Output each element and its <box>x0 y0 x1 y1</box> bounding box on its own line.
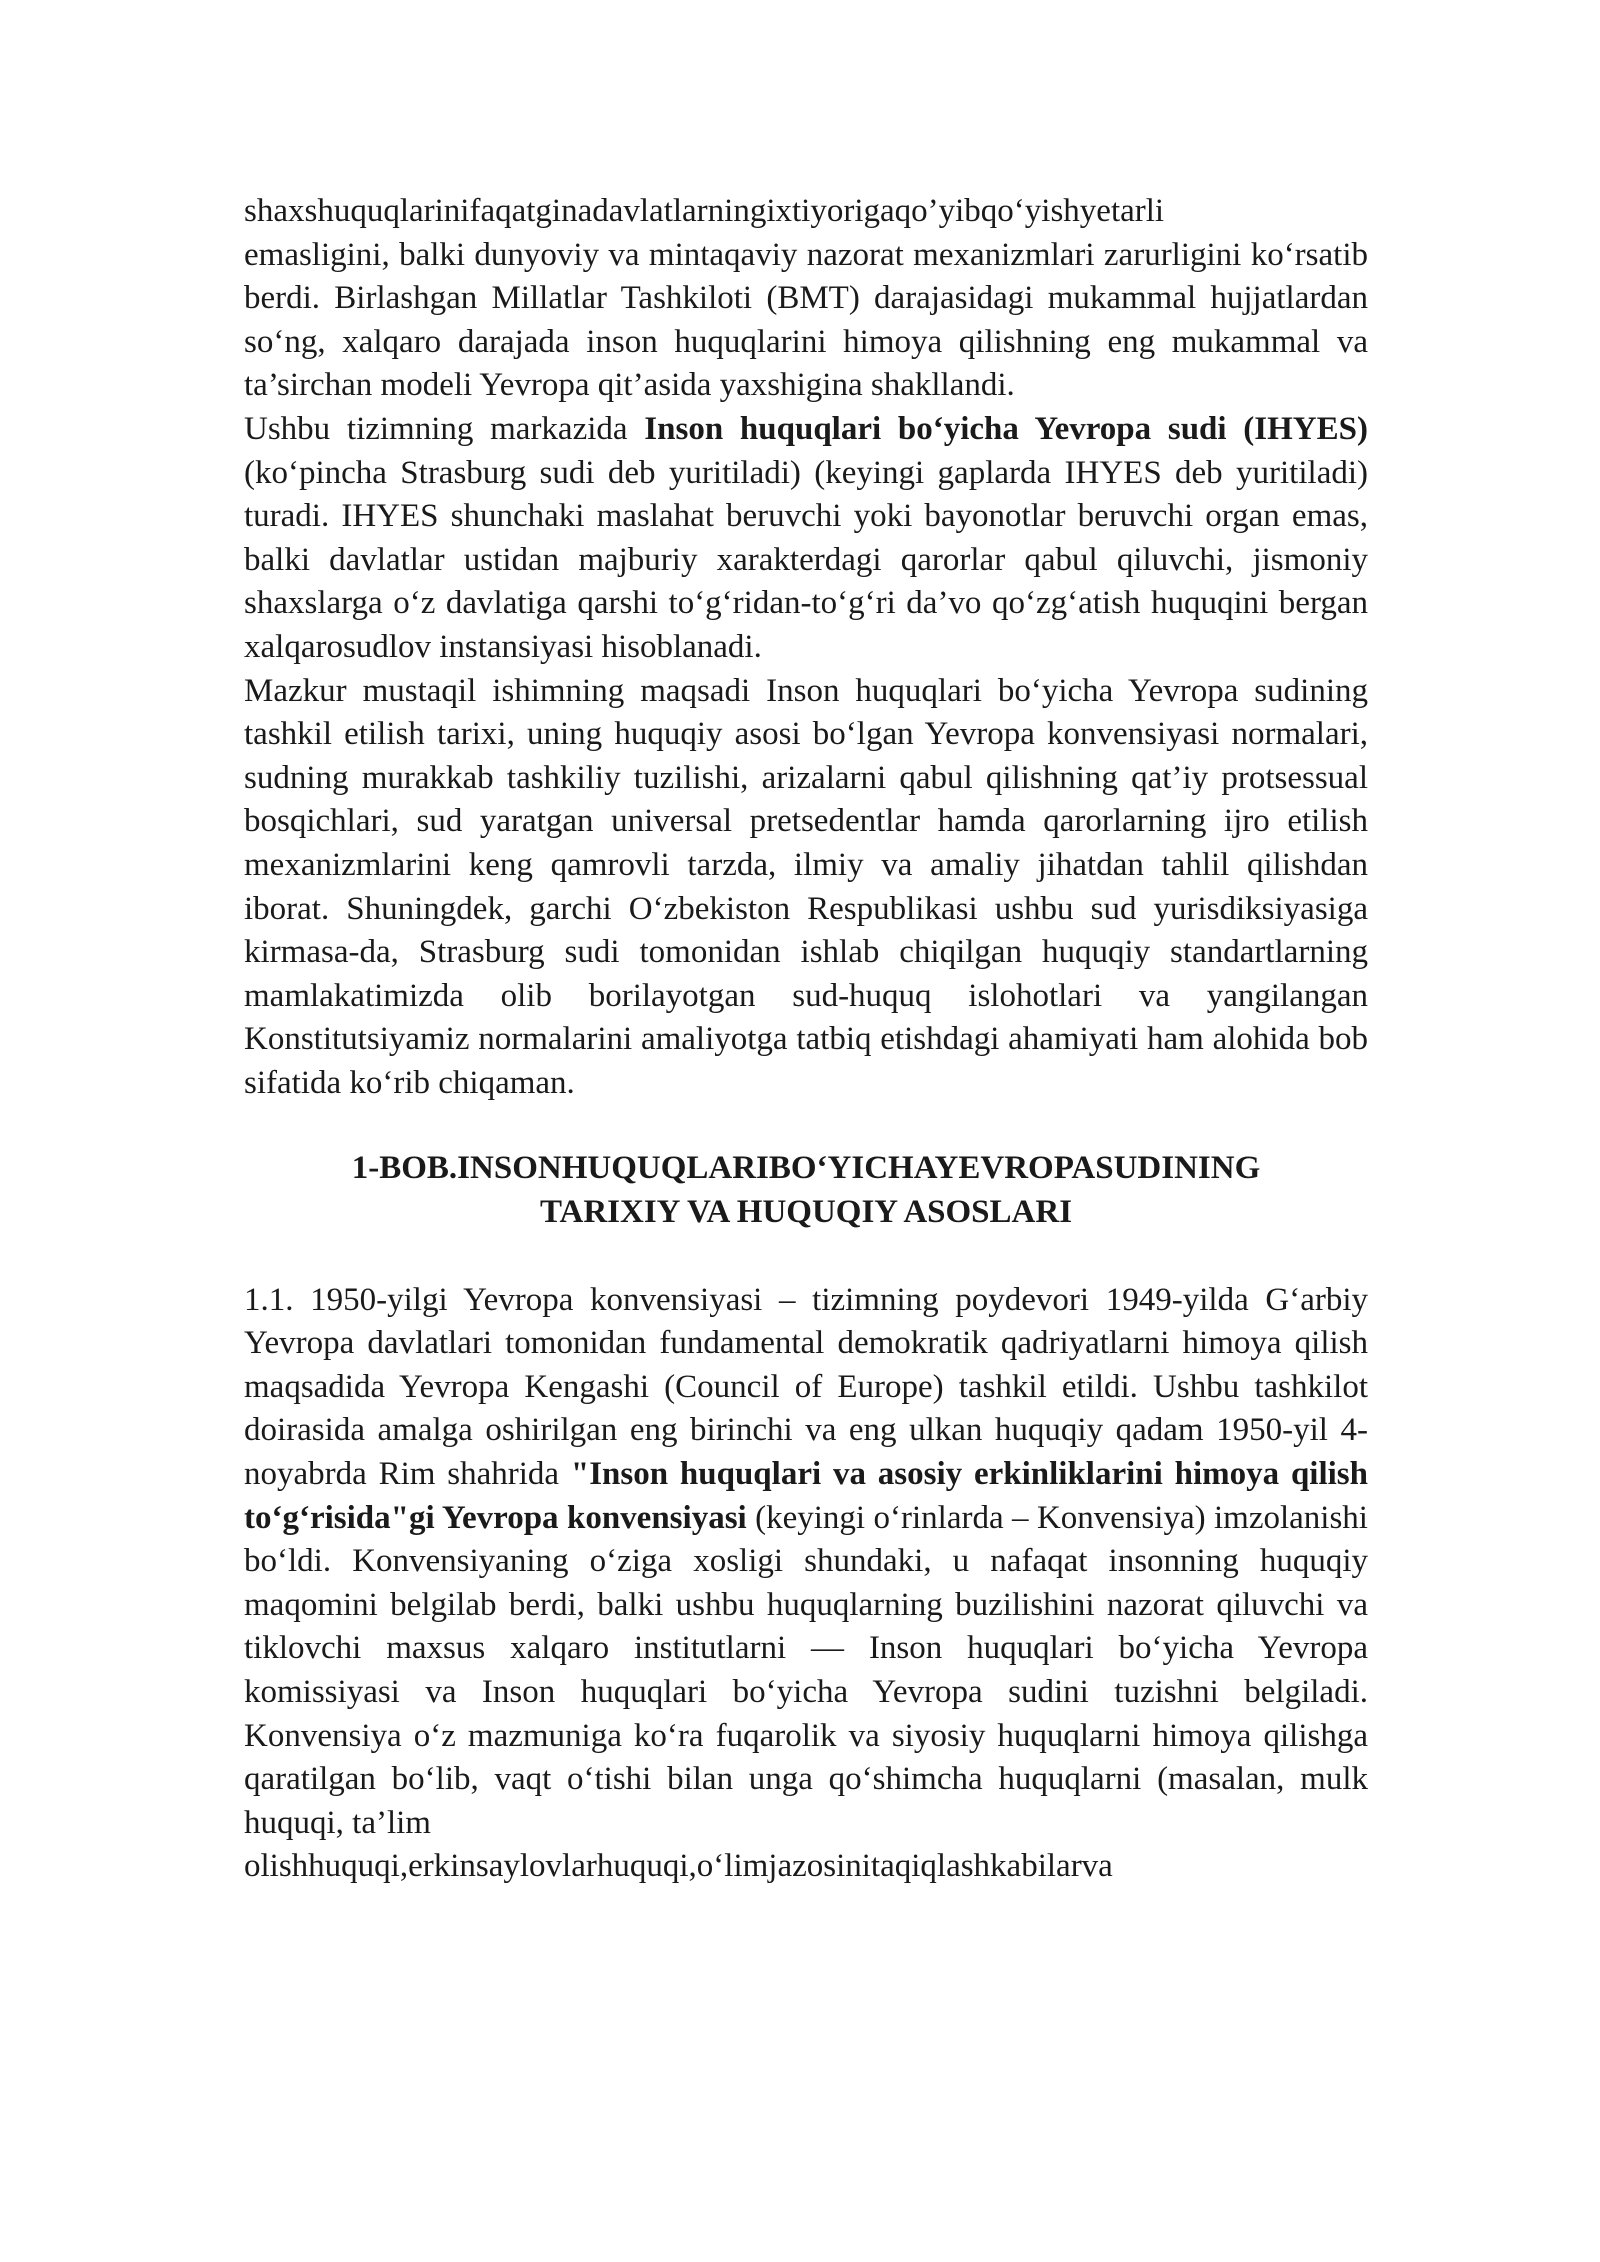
paragraph-purpose: Mazkur mustaqil ishimning maqsadi Inson huquqlari bo‘yicha Yevropa sudining tashkil etilish tarixi, uning huquqiy asosi bo‘lgan Yevropa konvensiyasi normalari, sudning murakkab tashkiliy tuzilishi, arizalarni qabul qilishning qat’iy protsessual bosqichlari, sud yaratgan universal pretsedentlar hamda qarorlarning ijro etilish mexanizmlarini keng qamrovli tarzda, ilmiy va amaliy jihatdan tahlil qilishdan iborat. Shuningdek, garchi O‘zbekiston Respublikasi ushbu sud yurisdiksiyasiga kirmasa-da, Strasburg sudi tomonidan ishlab chiqilgan huquqiy standartlarning mamlakatimizda olib borilayotgan sud-huquq islohotlari va yangilangan Konstitutsiyamiz normalarini amaliyotga tatbiq etishdagi ahamiyati ham alohida bob sifatida ko‘rib chiqaman. <box>244 672 1368 1101</box>
intro-first-line: shaxshuquqlarinifaqatginadavlatlarningixtiyorigaqo’yibqo‘yishyetarli <box>244 193 1165 229</box>
chapter-heading <box>244 1147 1368 1234</box>
court-name-bold: Inson huquqlari bo‘yicha Yevropa sudi (IHYES) <box>644 410 1368 447</box>
chapter-heading-line1: 1-BOB.INSONHUQUQLARIBO‘YICHAYEVROPASUDINING <box>351 1150 1261 1187</box>
paragraph-convention-rest: (keyingi o‘rinlarda – Konvensiya) imzolanishi bo‘ldi. Konvensiyaning o‘ziga xosligi shundaki, u nafaqat insonning huquqiy maqomini belgilab berdi, balki ushbu huquqlarning buzilishini nazorat qiluvchi va tiklovchi maxsus xalqaro institutlarni — Inson huquqlari bo‘yicha Yevropa komissiyasi va Inson huquqlari bo‘yicha Yevropa sudini tuzishni belgiladi. Konvensiya o‘z mazmuniga ko‘ra fuqarolik va siyosiy huquqlarni himoya qilishga qaratilgan bo‘lib, vaqt o‘tishi bilan unga qo‘shimcha huquqlarni (masalan, mulk huquqi, ta’lim <box>244 1499 1368 1841</box>
paragraph-court-center-rest: (ko‘pincha Strasburg sudi deb yuritiladi) (keyingi gaplarda IHYES deb yuritiladi) turadi. IHYES shunchaki maslahat beruvchi yoki bayonotlar beruvchi organ emas, balki davlatlar ustidan majburiy xarakterdagi qarorlar qabul qiluvchi, jismoniy shaxslarga o‘z davlatiga qarshi to‘g‘ridan-to‘g‘ri da’vo qo‘zg‘atish huquqini bergan xalqarosudlov instansiyasi hisoblanadi. <box>244 454 1368 665</box>
intro-paragraph <box>244 190 1368 408</box>
paragraph-court-center-start: Ushbu tizimning markazida <box>244 410 645 447</box>
paragraph-convention-start: 1.1. 1950-yilgi Yevropa konvensiyasi – tizimning poydevori 1949-yilda G‘arbiy Yevropa davlatlari tomonidan fundamental demokratik qadriyatlarni himoya qilish maqsadida Yevropa Kengashi (Council of Europe) tashkil etildi. Ushbu tashkilot doirasida amalga oshirilgan eng birinchi va eng ulkan huquqiy qadam 1950-yil 4-noyabrda Rim shahrida <box>244 1281 1368 1493</box>
paragraph-convention-last-line: olishhuquqi,erkinsaylovlarhuquqi,o‘limjazosinitaqiqlashkabilarva <box>244 1848 1113 1885</box>
paragraph-court-center <box>244 408 1368 670</box>
chapter-heading-line2: TARIXIY VA HUQUQIY ASOSLARI <box>539 1194 1073 1231</box>
paragraph-convention <box>244 1279 1368 1889</box>
intro-rest: emasligini, balki dunyoviy va mintaqaviy nazorat mexanizmlari zarurligini ko‘rsatib berdi. Birlashgan Millatlar Tashkiloti (BMT) darajasidagi mukammal hujjatlardan so‘ng, xalqaro darajada inson huquqlarini himoya qilishning eng mukammal va ta’sirchan modeli Yevropa qit’asida yaxshigina shakllandi. <box>244 236 1368 404</box>
convention-title-bold: "Inson huquqlari va asosiy erkinliklarini himoya qilish to‘g‘risida"gi Yevropa konvensiyasi <box>244 1456 1368 1536</box>
document-page <box>244 190 1368 1889</box>
